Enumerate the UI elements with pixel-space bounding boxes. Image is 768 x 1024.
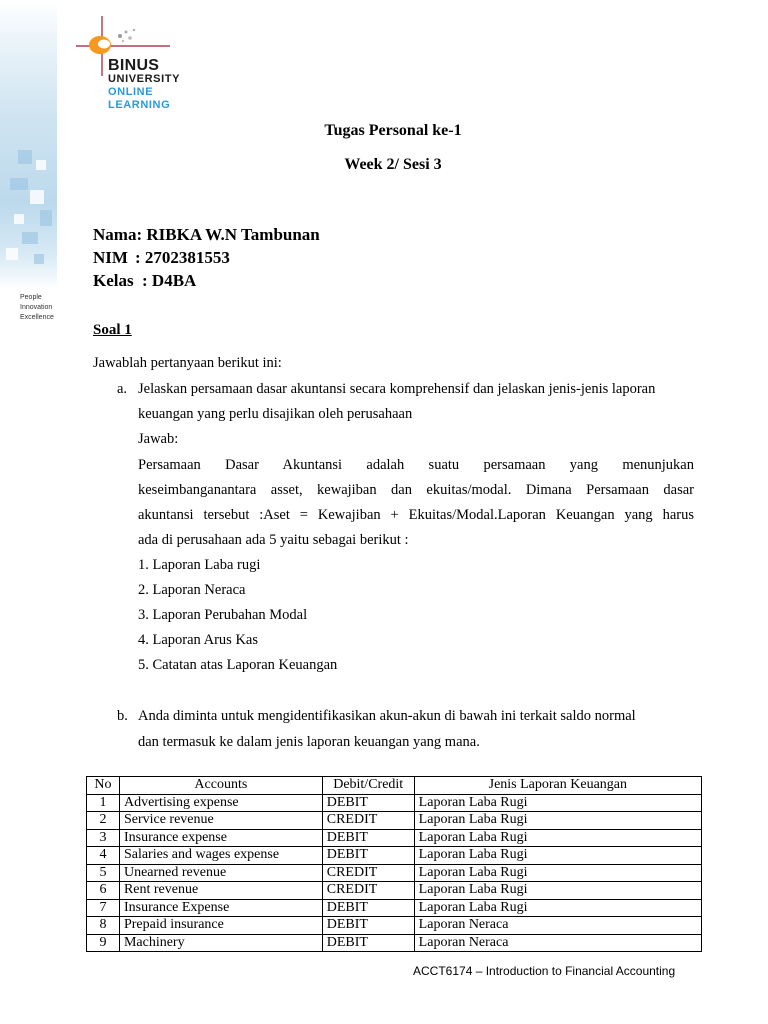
kelas-value: : D4BA <box>142 271 197 290</box>
header-report-type: Jenis Laporan Keuangan <box>414 777 701 795</box>
cell-account: Salaries and wages expense <box>119 847 322 865</box>
cell-debit-credit: CREDIT <box>322 864 414 882</box>
kelas-label: Kelas <box>93 271 134 290</box>
name-value: RIBKA W.N Tambunan <box>146 225 320 244</box>
question-b-line: dan termasuk ke dalam jenis laporan keuangan yang mana. <box>138 734 480 750</box>
cell-account: Insurance expense <box>119 829 322 847</box>
cell-account: Insurance Expense <box>119 899 322 917</box>
cell-account: Prepaid insurance <box>119 917 322 935</box>
header-debit-credit: Debit/Credit <box>322 777 414 795</box>
student-kelas <box>93 271 196 291</box>
cell-report-type: Laporan Laba Rugi <box>414 882 701 900</box>
tagline-line: Innovation <box>20 304 53 311</box>
cell-no: 9 <box>87 934 120 952</box>
student-nim <box>93 248 230 268</box>
table-row <box>87 794 702 812</box>
student-name <box>93 225 320 245</box>
cell-account: Advertising expense <box>119 794 322 812</box>
cell-debit-credit: DEBIT <box>322 847 414 865</box>
section-intro: Jawablah pertanyaan berikut ini: <box>93 355 282 371</box>
tagline-line: Excellence <box>20 314 54 321</box>
cell-report-type: Laporan Laba Rugi <box>414 899 701 917</box>
question-a-line: Jelaskan persamaan dasar akuntansi secara komprehensif dan jelaskan jenis-jenis laporan <box>138 381 656 397</box>
cell-report-type: Laporan Neraca <box>414 934 701 952</box>
report-list-item: 5. Catatan atas Laporan Keuangan <box>138 657 338 673</box>
question-b-line: Anda diminta untuk mengidentifikasikan akun-akun di bawah ini terkait saldo normal <box>138 708 636 724</box>
tagline-line: People <box>20 294 42 301</box>
logo-text-online: ONLINE <box>108 86 154 98</box>
table-header-row <box>87 777 702 795</box>
question-a-marker: a. <box>117 381 128 397</box>
logo-text-university: UNIVERSITY <box>108 73 181 85</box>
question-a-line: keuangan yang perlu disajikan oleh perusahaan <box>138 406 413 422</box>
table-row <box>87 899 702 917</box>
cell-account: Unearned revenue <box>119 864 322 882</box>
table-row <box>87 882 702 900</box>
cell-account: Rent revenue <box>119 882 322 900</box>
logo-text-binus: BINUS <box>108 57 160 74</box>
side-decorative-strip <box>0 0 57 290</box>
cell-debit-credit: CREDIT <box>322 882 414 900</box>
answer-line: keseimbanganantara asset, kewajiban dan ekuitas/modal. Dimana Persamaan dasar <box>138 482 694 498</box>
report-list-item: 3. Laporan Perubahan Modal <box>138 607 308 623</box>
table-row <box>87 847 702 865</box>
answer-line: akuntansi tersebut :Aset = Kewajiban + Ekuitas/Modal.Laporan Keuangan yang harus <box>138 507 694 523</box>
question-b-marker: b. <box>117 708 128 724</box>
cell-report-type: Laporan Laba Rugi <box>414 864 701 882</box>
cell-debit-credit: DEBIT <box>322 917 414 935</box>
header-accounts: Accounts <box>119 777 322 795</box>
cell-account: Service revenue <box>119 812 322 830</box>
accounts-table <box>86 776 702 952</box>
cell-no: 5 <box>87 864 120 882</box>
answer-line: Persamaan Dasar Akuntansi adalah suatu persamaan yang menunjukan <box>138 457 694 473</box>
name-label: Nama: <box>93 225 143 244</box>
table-row <box>87 829 702 847</box>
report-list-item: 4. Laporan Arus Kas <box>138 632 259 648</box>
cell-debit-credit: DEBIT <box>322 829 414 847</box>
cell-report-type: Laporan Laba Rugi <box>414 794 701 812</box>
cell-no: 6 <box>87 882 120 900</box>
cell-report-type: Laporan Laba Rugi <box>414 847 701 865</box>
cell-no: 3 <box>87 829 120 847</box>
brand-tagline <box>20 293 54 323</box>
cell-no: 1 <box>87 794 120 812</box>
cell-no: 8 <box>87 917 120 935</box>
section-heading: Soal 1 <box>93 322 132 338</box>
cell-no: 2 <box>87 812 120 830</box>
answer-line: ada di perusahaan ada 5 yaitu sebagai berikut : <box>138 532 409 548</box>
document-subtitle: Week 2/ Sesi 3 <box>344 156 442 173</box>
header-no: No <box>87 777 120 795</box>
table-row <box>87 812 702 830</box>
cell-debit-credit: DEBIT <box>322 934 414 952</box>
answer-label: Jawab: <box>138 431 179 447</box>
binus-logo <box>74 16 194 120</box>
table-row <box>87 917 702 935</box>
table-row <box>87 864 702 882</box>
cell-debit-credit: DEBIT <box>322 899 414 917</box>
nim-value: : 2702381553 <box>135 248 230 267</box>
cell-account: Machinery <box>119 934 322 952</box>
cell-no: 7 <box>87 899 120 917</box>
report-list-item: 2. Laporan Neraca <box>138 582 246 598</box>
cell-debit-credit: CREDIT <box>322 812 414 830</box>
logo-text-learning: LEARNING <box>108 99 171 111</box>
page-footer: ACCT6174 – Introduction to Financial Accounting <box>413 964 676 978</box>
cell-no: 4 <box>87 847 120 865</box>
report-list-item: 1. Laporan Laba rugi <box>138 557 261 573</box>
cell-report-type: Laporan Laba Rugi <box>414 829 701 847</box>
cell-report-type: Laporan Neraca <box>414 917 701 935</box>
nim-label: NIM <box>93 248 128 267</box>
table-row <box>87 934 702 952</box>
document-title: Tugas Personal ke-1 <box>324 122 462 139</box>
cell-report-type: Laporan Laba Rugi <box>414 812 701 830</box>
cell-debit-credit: DEBIT <box>322 794 414 812</box>
